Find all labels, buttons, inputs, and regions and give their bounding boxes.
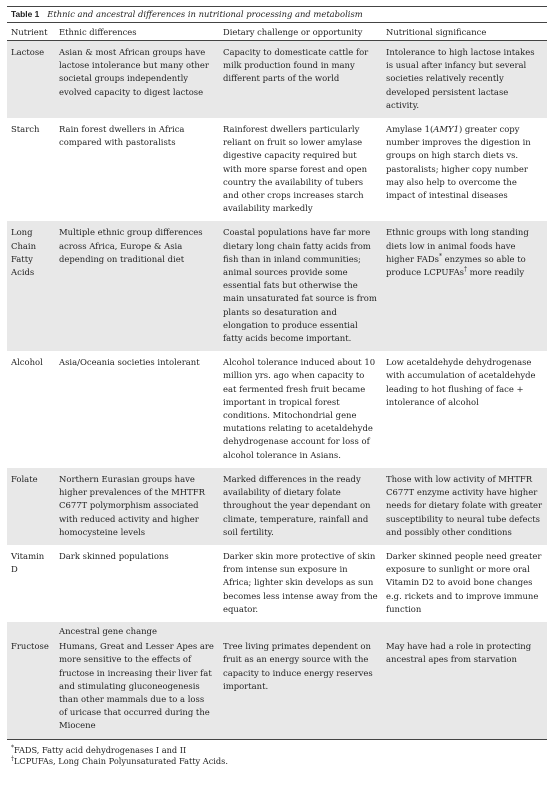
header-ethnic: Ethnic differences: [55, 23, 219, 41]
cell-significance: Amylase 1(AMY1) greater copy number improves the digestion in groups on high starch diets vs. pastoralists; higher copy number may also help to overcome the impact of intestinal diseases: [382, 118, 547, 221]
cell-ethnic: Asia/Oceania societies intolerant: [55, 351, 219, 468]
header-dietary: Dietary challenge or opportunity: [219, 23, 382, 41]
header-row: [7, 23, 547, 41]
header-nutrient: Nutrient: [7, 23, 55, 41]
cell-ethnic: Humans, Great and Lesser Apes are more sensitive to the effects of fructose in increasing their liver fat and stimulating gluconeogenesis than other mammals due to a loss of uricase that occurred during the Miocene: [55, 638, 219, 739]
cell-significance: Ethnic groups with long standing diets low in animal foods have higher FADs* enzymes so able to produce LCPUFAs† more readily: [382, 221, 547, 351]
cell-dietary: Tree living primates dependent on fruit as an energy source with the capacity to induce energy reserves important.: [219, 638, 382, 739]
table-subheading: Ancestral gene change: [55, 622, 219, 638]
cell-nutrient: Long Chain Fatty Acids: [7, 221, 55, 351]
cell-nutrient: Fructose: [7, 638, 55, 739]
cell-dietary: Capacity to domesticate cattle for milk production found in many different parts of the world: [219, 41, 382, 119]
header-significance: Nutritional significance: [382, 23, 547, 41]
cell-dietary: Coastal populations have far more dietary long chain fatty acids from fish than in inland communities; animal sources provide some essential fats but otherwise the main unsaturated fat source is from plants so desaturation and elongation to produce essential fatty acids become important.: [219, 221, 382, 351]
cell-ethnic: Asian & most African groups have lactose intolerance but many other societal groups independently evolved capacity to digest lactose: [55, 41, 219, 119]
cell-ethnic: Northern Eurasian groups have higher prevalences of the MHTFR C677T polymorphism associated with reduced activity and higher homocysteine levels: [55, 468, 219, 545]
footnote-marker: *: [439, 253, 442, 261]
footnote-marker: †: [464, 266, 467, 274]
table-figure: [7, 6, 547, 768]
cell-ethnic: Multiple ethnic group differences across Africa, Europe & Asia depending on traditional diet: [55, 221, 219, 351]
cell-significance: May have had a role in protecting ancestral apes from starvation: [382, 638, 547, 739]
table-row: [7, 351, 547, 468]
table-footnotes: [7, 740, 547, 768]
table-row: [7, 221, 547, 351]
table-row: [7, 118, 547, 221]
table-label: Table 1: [11, 9, 40, 19]
cell-nutrient: Alcohol: [7, 351, 55, 468]
footnote: *FADS, Fatty acid dehydrogenases I and II: [11, 743, 187, 755]
cell-dietary: Marked differences in the ready availability of dietary folate throughout the year dependant on climate, temperature, rainfall and soil fertility.: [219, 468, 382, 545]
table-row: [7, 545, 547, 622]
subheading-row: [7, 622, 547, 638]
cell-nutrient: Lactose: [7, 41, 55, 119]
table-row: [7, 638, 547, 739]
cell-significance: Darker skinned people need greater exposure to sunlight or more oral Vitamin D2 to avoid bone changes e.g. rickets and to improve immune function: [382, 545, 547, 622]
cell-ethnic: Rain forest dwellers in Africa compared with pastoralists: [55, 118, 219, 221]
cell-dietary: Alcohol tolerance induced about 10 million yrs. ago when capacity to eat fermented fresh fruit became important in tropical forest conditions. Mitochondrial gene mutations relating to acetaldehyde dehydrogenase account for loss of alcohol tolerance in Asians.: [219, 351, 382, 468]
table-title: Ethnic and ancestral differences in nutritional processing and metabolism: [47, 9, 363, 19]
table-caption: [7, 6, 547, 22]
nutrition-table: [7, 22, 547, 740]
cell-nutrient: Vitamin D: [7, 545, 55, 622]
cell-significance: Those with low activity of MHTFR C677T enzyme activity have higher needs for dietary folate with greater susceptibility to neural tube defects and possibly other conditions: [382, 468, 547, 545]
table-row: [7, 468, 547, 545]
cell-nutrient: Starch: [7, 118, 55, 221]
footnote: †LCPUFAs, Long Chain Polyunsaturated Fatty Acids.: [11, 755, 228, 767]
cell-nutrient: Folate: [7, 468, 55, 545]
cell-dietary: Rainforest dwellers particularly reliant on fruit so lower amylase digestive capacity required but with more sparse forest and open country the availability of tubers and other crops increases starch availability markedly: [219, 118, 382, 221]
gene-name: AMY1: [433, 124, 459, 135]
cell-significance: Intolerance to high lactose intakes is usual after infancy but several societies relatively recently developed persistent lactase activity.: [382, 41, 547, 119]
cell-ethnic: Dark skinned populations: [55, 545, 219, 622]
cell-significance: Low acetaldehyde dehydrogenase with accumulation of acetaldehyde leading to hot flushing of face + intolerance of alcohol: [382, 351, 547, 468]
cell-dietary: Darker skin more protective of skin from intense sun exposure in Africa; lighter skin develops as sun becomes less intense away from the equator.: [219, 545, 382, 622]
table-row: [7, 41, 547, 119]
